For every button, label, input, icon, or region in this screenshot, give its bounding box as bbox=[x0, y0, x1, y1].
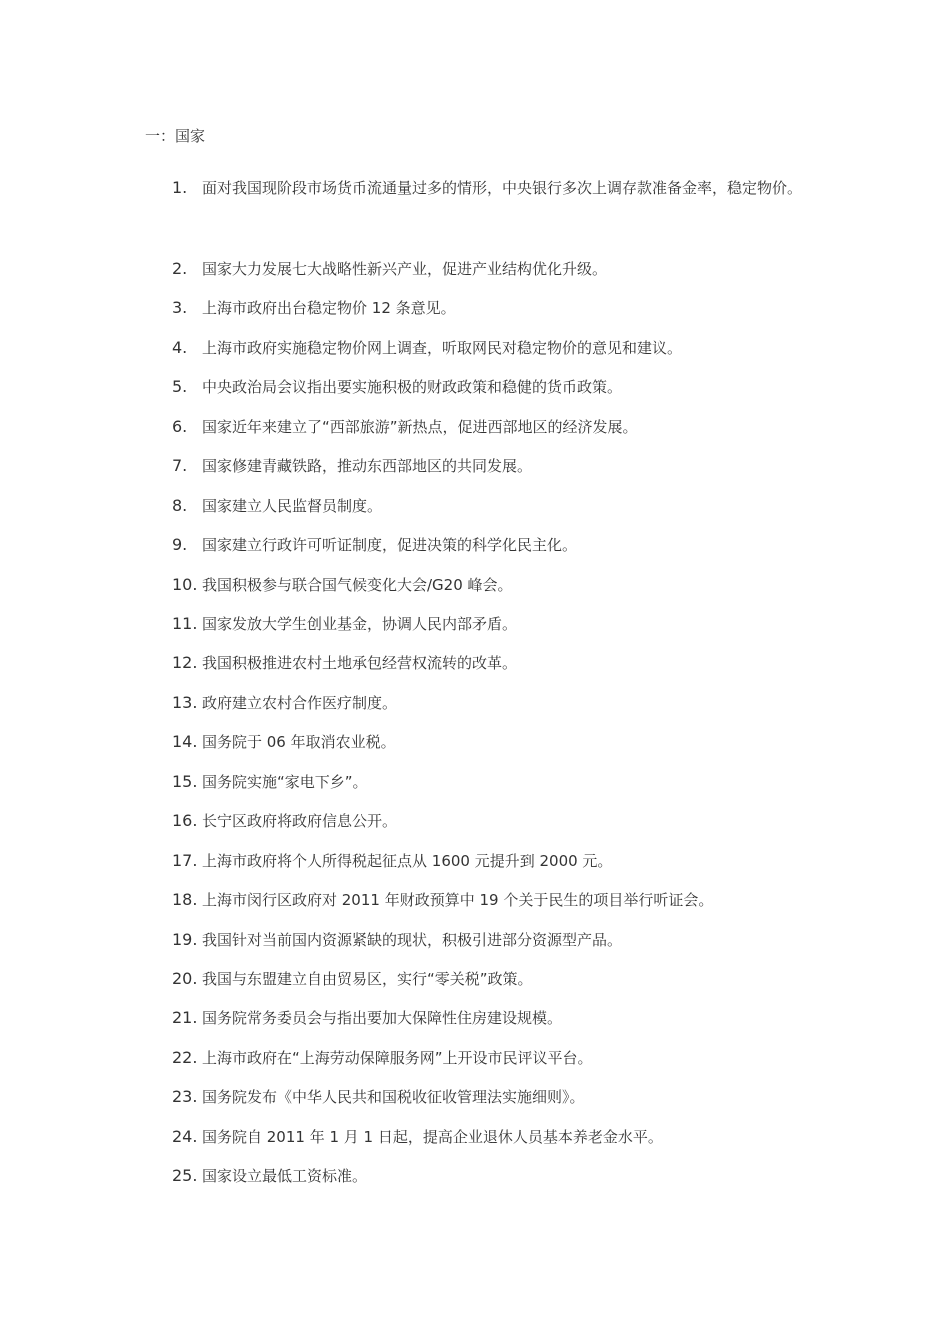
list-item-number: 19. bbox=[172, 930, 198, 949]
list-item bbox=[172, 612, 812, 636]
list-item-number: 21. bbox=[172, 1008, 198, 1027]
list-item-text: 我国积极推进农村土地承包经营权流转的改革。 bbox=[202, 654, 518, 672]
list-item bbox=[172, 533, 812, 557]
list-item-number: 17. bbox=[172, 851, 198, 870]
list-item-number: 6. bbox=[172, 417, 188, 436]
list-item-text: 国家大力发展七大战略性新兴产业，促进产业结构优化升级。 bbox=[202, 260, 608, 278]
list-item-number: 1. bbox=[172, 178, 188, 197]
list-item-text: 上海市政府在“上海劳动保障服务网”上开设市民评议平台。 bbox=[202, 1049, 593, 1067]
list-item-number: 24. bbox=[172, 1127, 198, 1146]
list-item-number: 9. bbox=[172, 535, 188, 554]
list-item-number: 2. bbox=[172, 259, 188, 278]
list-item bbox=[172, 691, 812, 715]
list-item bbox=[172, 336, 812, 360]
list-item-text: 上海市政府实施稳定物价网上调查，听取网民对稳定物价的意见和建议。 bbox=[202, 339, 683, 357]
list-item-number: 20. bbox=[172, 969, 198, 988]
list-item bbox=[172, 730, 812, 754]
list-item bbox=[172, 415, 812, 439]
list-item-text: 政府建立农村合作医疗制度。 bbox=[202, 694, 398, 712]
list-item-text: 国务院实施“家电下乡”。 bbox=[202, 773, 368, 791]
list-item-text: 国务院自 2011 年 1 月 1 日起，提高企业退休人员基本养老金水平。 bbox=[202, 1128, 663, 1146]
list-item-text: 我国积极参与联合国气候变化大会/G20 峰会。 bbox=[202, 576, 513, 594]
list-item bbox=[172, 651, 812, 675]
list-item-number: 3. bbox=[172, 298, 188, 317]
list-item-number: 11. bbox=[172, 614, 198, 633]
list-item-number: 16. bbox=[172, 811, 198, 830]
list-item-number: 15. bbox=[172, 772, 198, 791]
list-item bbox=[172, 1085, 812, 1109]
list-item-number: 23. bbox=[172, 1087, 198, 1106]
list-item bbox=[172, 967, 812, 991]
list-item bbox=[172, 375, 812, 399]
list-item-number: 5. bbox=[172, 377, 188, 396]
list-item-text: 中央政治局会议指出要实施积极的财政政策和稳健的货币政策。 bbox=[202, 378, 623, 396]
list-item bbox=[172, 1006, 812, 1030]
list-item-text: 国家发放大学生创业基金，协调人民内部矛盾。 bbox=[202, 615, 518, 633]
list-item-text: 国家修建青藏铁路，推动东西部地区的共同发展。 bbox=[202, 457, 533, 475]
list-item-text: 国家近年来建立了“西部旅游”新热点，促进西部地区的经济发展。 bbox=[202, 418, 638, 436]
list-item-text: 国务院常务委员会与指出要加大保障性住房建设规模。 bbox=[202, 1009, 563, 1027]
list-item bbox=[172, 1164, 812, 1188]
list-item bbox=[172, 573, 812, 597]
list-item-text: 国家建立行政许可听证制度，促进决策的科学化民主化。 bbox=[202, 536, 578, 554]
list-item bbox=[172, 809, 812, 833]
list-item bbox=[172, 1046, 812, 1070]
list-item-text: 我国针对当前国内资源紧缺的现状，积极引进部分资源型产品。 bbox=[202, 931, 623, 949]
list-item bbox=[172, 176, 812, 212]
list-item bbox=[172, 257, 812, 281]
list-item-number: 13. bbox=[172, 693, 198, 712]
list-item-number: 22. bbox=[172, 1048, 198, 1067]
list-item-number: 8. bbox=[172, 496, 188, 515]
list-item-text: 长宁区政府将政府信息公开。 bbox=[202, 812, 398, 830]
list-item-number: 4. bbox=[172, 338, 188, 357]
list-item-text: 国务院发布《中华人民共和国税收征收管理法实施细则》。 bbox=[202, 1088, 585, 1106]
list-item-number: 10. bbox=[172, 575, 198, 594]
list-item bbox=[172, 494, 812, 518]
list-item-number: 7. bbox=[172, 456, 188, 475]
list-item-text: 国务院于 06 年取消农业税。 bbox=[202, 733, 396, 751]
list-item-number: 12. bbox=[172, 653, 198, 672]
list-item bbox=[172, 928, 812, 952]
section-heading: 一：国家 bbox=[145, 127, 206, 145]
list-item-text: 面对我国现阶段市场货币流通量过多的情形，中央银行多次上调存款准备金率，稳定物价。 bbox=[202, 179, 803, 197]
list-item-text: 上海市政府出台稳定物价 12 条意见。 bbox=[202, 299, 456, 317]
list-item-number: 18. bbox=[172, 890, 198, 909]
list-item-number: 25. bbox=[172, 1166, 198, 1185]
list-item-text: 上海市闵行区政府对 2011 年财政预算中 19 个关于民生的项目举行听证会。 bbox=[202, 891, 714, 909]
list-item-text: 国家设立最低工资标准。 bbox=[202, 1167, 368, 1185]
list-item bbox=[172, 770, 812, 794]
list-item bbox=[172, 296, 812, 320]
list-item bbox=[172, 888, 812, 912]
list-item bbox=[172, 849, 812, 873]
list-item-text: 上海市政府将个人所得税起征点从 1600 元提升到 2000 元。 bbox=[202, 852, 613, 870]
list-item bbox=[172, 454, 812, 478]
list-item-text: 国家建立人民监督员制度。 bbox=[202, 497, 383, 515]
list-item bbox=[172, 1125, 812, 1149]
list-item-text: 我国与东盟建立自由贸易区，实行“零关税”政策。 bbox=[202, 970, 533, 988]
list-item-number: 14. bbox=[172, 732, 198, 751]
